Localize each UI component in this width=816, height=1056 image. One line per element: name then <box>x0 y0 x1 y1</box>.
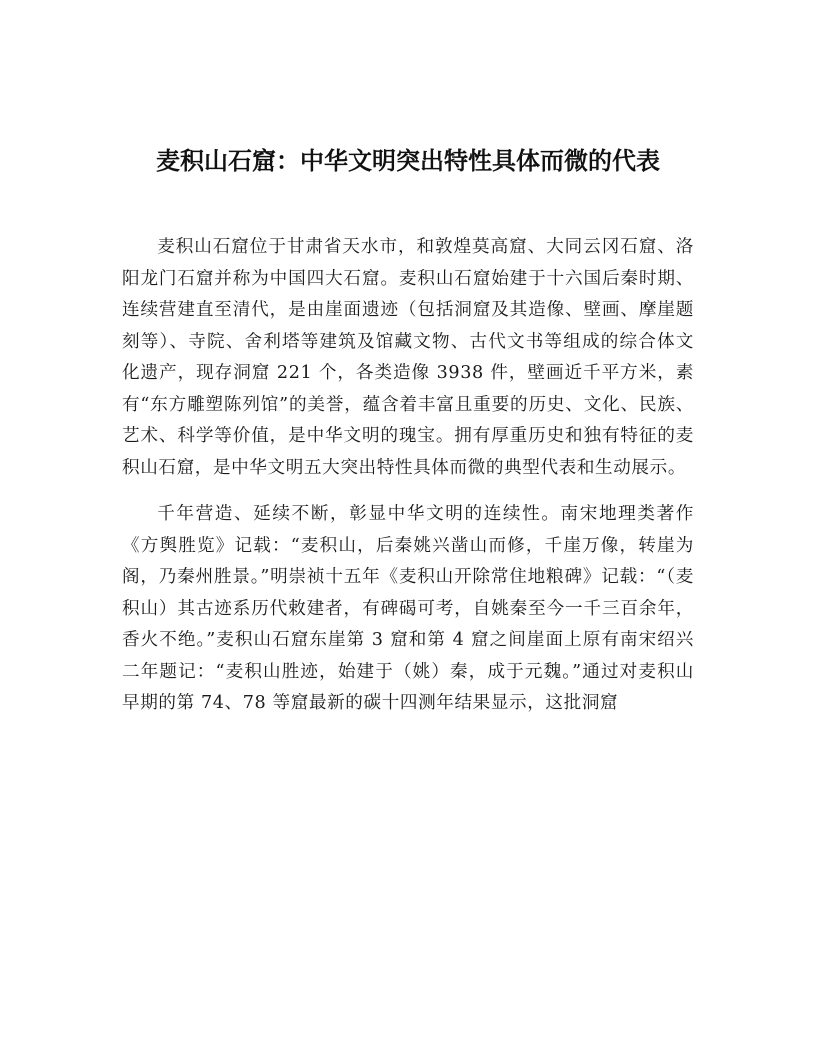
document-body <box>122 232 694 735</box>
paragraph: 麦积山石窟位于甘肃省天水市，和敦煌莫高窟、大同云冈石窟、洛阳龙门石窟并称为中国四大石窟。麦积山石窟始建于十六国后秦时期、连续营建直至清代，是由崖面遗迹（包括洞窟及其造像、壁画、摩崖题刻等）、寺院、舍利塔等建筑及馆藏文物、古代文书等组成的综合体文化遗产，现存洞窟 221 个，各类造像 3938 件，壁画近千平方米，素有“东方雕塑陈列馆”的美誉，蕴含着丰富且重要的历史、文化、民族、艺术、科学等价值，是中华文明的瑰宝。拥有厚重历史和独有特征的麦积山石窟，是中华文明五大突出特性具体而微的典型代表和生动展示。 <box>122 237 694 478</box>
document-title: 麦积山石窟：中华文明突出特性具体而微的代表 <box>156 147 660 175</box>
paragraph: 千年营造、延续不断，彰显中华文明的连续性。南宋地理类著作《方舆胜览》记载：“麦积山，后秦姚兴凿山而修，千崖万像，转崖为阁，乃秦州胜景。”明崇祯十五年《麦积山开除常住地粮碑》记载：“（麦积山）其古迹系历代敕建者，有碑碣可考，自姚秦至今一千三百余年，香火不绝。”麦积山石窟东崖第 3 窟和第 4 窟之间崖面上原有南宋绍兴二年题记：“麦积山胜迹，始建于（姚）秦，成于元魏。”通过对麦积山早期的第 74、78 等窟最新的碳十四测年结果显示，这批洞窟 <box>122 504 694 713</box>
